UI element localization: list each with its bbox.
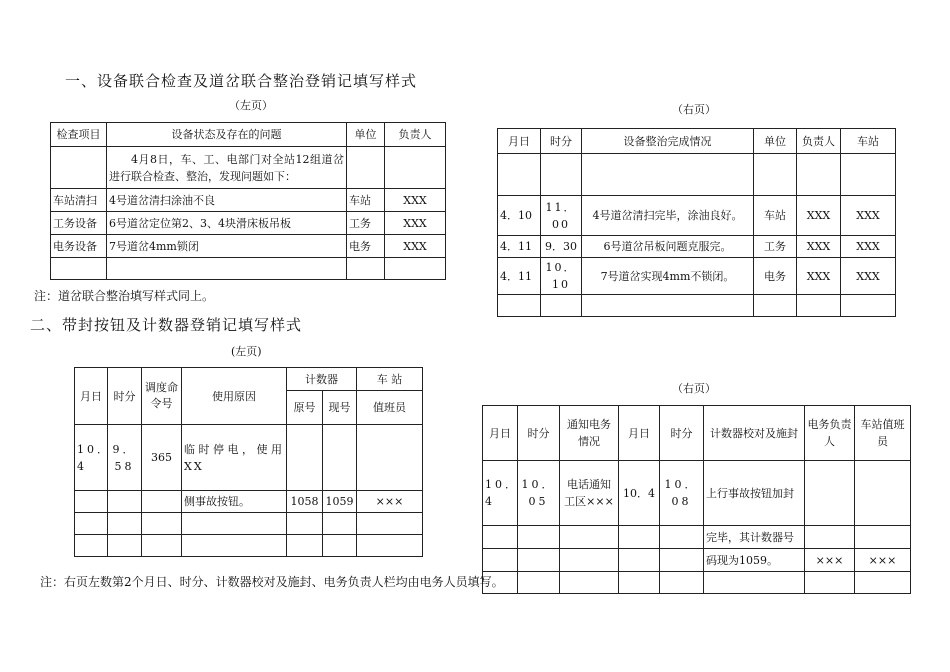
header-counter-check: 计数器校对及施封	[704, 406, 805, 461]
table-row	[498, 295, 896, 317]
header-time: 时分	[541, 129, 582, 154]
table-row	[498, 196, 896, 236]
header-notify-electrical: 通知电务情况	[560, 406, 619, 461]
header-reason: 使用原因	[182, 368, 287, 425]
unit-cell: 车站	[347, 189, 385, 212]
equipment-check-right-table	[497, 128, 896, 317]
date-cell: 10．4	[483, 461, 518, 526]
time-cell: 10．10	[541, 258, 582, 295]
table-row	[51, 189, 446, 212]
table-row	[51, 258, 446, 280]
header-electrical-responsible: 电务负责人	[805, 406, 855, 461]
header-unit: 单位	[754, 129, 797, 154]
station-cell: XXX	[841, 236, 896, 258]
header-time: 时分	[108, 368, 142, 425]
counter-check-cell: 完毕，其计数器号	[704, 526, 805, 549]
section2-note: 注：右页左数第2个月日、时分、计数器校对及施封、电务负责人栏均由电务人员填写。	[40, 575, 504, 589]
station-duty-cell: ×××	[855, 549, 911, 572]
unit-cell: 电务	[347, 235, 385, 258]
unit-cell: 车站	[754, 196, 797, 236]
item-cell: 车站清扫	[51, 189, 107, 212]
table-cell	[385, 147, 446, 189]
inspection-intro: 4月8日，车、工、电部门对全站12组道岔进行联合检查、整治，发现问题如下：	[107, 147, 347, 189]
table-cell	[51, 147, 107, 189]
date-cell: 4．10	[498, 196, 541, 236]
time-cell: 9．30	[541, 236, 582, 258]
problem-cell: 7号道岔4mm锁闭	[107, 235, 347, 258]
header-current-number: 现号	[323, 391, 357, 425]
time-cell: 9．58	[108, 425, 142, 491]
button-counter-right-table	[482, 405, 911, 594]
table-row	[483, 526, 911, 549]
table-row	[51, 212, 446, 235]
reason-cell: 侧事故按钮。	[182, 491, 287, 513]
table-row	[483, 461, 911, 526]
unit-cell: 工务	[754, 236, 797, 258]
original-number-cell: 1058	[287, 491, 323, 513]
responsible-cell: XXX	[385, 235, 446, 258]
date-cell: 4．11	[498, 236, 541, 258]
section1-right-caption: （右页）	[672, 103, 716, 116]
header-time: 时分	[518, 406, 560, 461]
station-cell: XXX	[841, 258, 896, 295]
item-cell: 电务设备	[51, 235, 107, 258]
table-row	[75, 491, 423, 513]
table-row	[483, 549, 911, 572]
header-equipment-status: 设备状态及存在的问题	[107, 123, 347, 147]
electrical-responsible-cell: ×××	[805, 549, 855, 572]
problem-cell: 6号道岔定位第2、3、4块滑床板吊板	[107, 212, 347, 235]
current-number-cell: 1059	[323, 491, 357, 513]
item-cell: 工务设备	[51, 212, 107, 235]
header-responsible: 负责人	[385, 123, 446, 147]
time-2-cell: 10．08	[660, 461, 704, 526]
time-cell: 11．00	[541, 196, 582, 236]
header-completion: 设备整治完成情况	[582, 129, 754, 154]
section1-note: 注：道岔联合整治填写样式同上。	[34, 289, 215, 303]
header-date: 月日	[498, 129, 541, 154]
completion-cell: 6号道岔吊板问题克服完。	[582, 236, 754, 258]
header-station-duty: 车站值班员	[855, 406, 911, 461]
header-original-number: 原号	[287, 391, 323, 425]
responsible-cell: XXX	[797, 236, 841, 258]
counter-check-cell: 码现为1059。	[704, 549, 805, 572]
problem-cell: 4号道岔清扫涂油不良	[107, 189, 347, 212]
section2-right-caption: （右页）	[672, 382, 716, 395]
unit-cell: 电务	[754, 258, 797, 295]
section2-title: 二、带封按钮及计数器登销记填写样式	[30, 316, 303, 334]
section2-left-caption: (左页)	[231, 345, 262, 358]
unit-cell: 工务	[347, 212, 385, 235]
table-row	[51, 235, 446, 258]
header-counter: 计数器	[287, 368, 357, 391]
date-cell: 4．11	[498, 258, 541, 295]
header-station-top: 车 站	[357, 368, 423, 391]
header-station-bottom: 值班员	[357, 391, 423, 425]
order-cell: 365	[142, 425, 182, 491]
time-cell: 10．05	[518, 461, 560, 526]
header-date: 月日	[75, 368, 108, 425]
notice-cell: 电话通知工区×××	[560, 461, 619, 526]
reason-cell: 临时停电，使用XX	[182, 425, 287, 491]
header-responsible: 负责人	[797, 129, 841, 154]
section1-title: 一、设备联合检查及道岔联合整治登销记填写样式	[65, 72, 418, 90]
header-time-2: 时分	[660, 406, 704, 461]
header-date-2: 月日	[619, 406, 660, 461]
completion-cell: 7号道岔实现4mm不锁闭。	[582, 258, 754, 295]
responsible-cell: XXX	[385, 212, 446, 235]
date-2-cell: 10．4	[619, 461, 660, 526]
table-row	[498, 236, 896, 258]
responsible-cell: XXX	[797, 196, 841, 236]
table-row	[75, 425, 423, 491]
section1-left-caption: （左页）	[229, 99, 273, 112]
table-cell	[347, 147, 385, 189]
station-cell: XXX	[841, 196, 896, 236]
completion-cell: 4号道岔清扫完毕，涂油良好。	[582, 196, 754, 236]
date-cell: 10．4	[75, 425, 108, 491]
responsible-cell: XXX	[385, 189, 446, 212]
header-date: 月日	[483, 406, 518, 461]
header-check-item: 检查项目	[51, 123, 107, 147]
duty-officer-cell: ×××	[357, 491, 423, 513]
table-row	[498, 258, 896, 295]
button-counter-left-table	[74, 367, 423, 557]
counter-check-cell: 上行事故按钮加封	[704, 461, 805, 526]
header-dispatch-order: 调度命令号	[142, 368, 182, 425]
responsible-cell: XXX	[797, 258, 841, 295]
equipment-check-left-table	[50, 122, 446, 280]
header-unit: 单位	[347, 123, 385, 147]
header-station: 车站	[841, 129, 896, 154]
